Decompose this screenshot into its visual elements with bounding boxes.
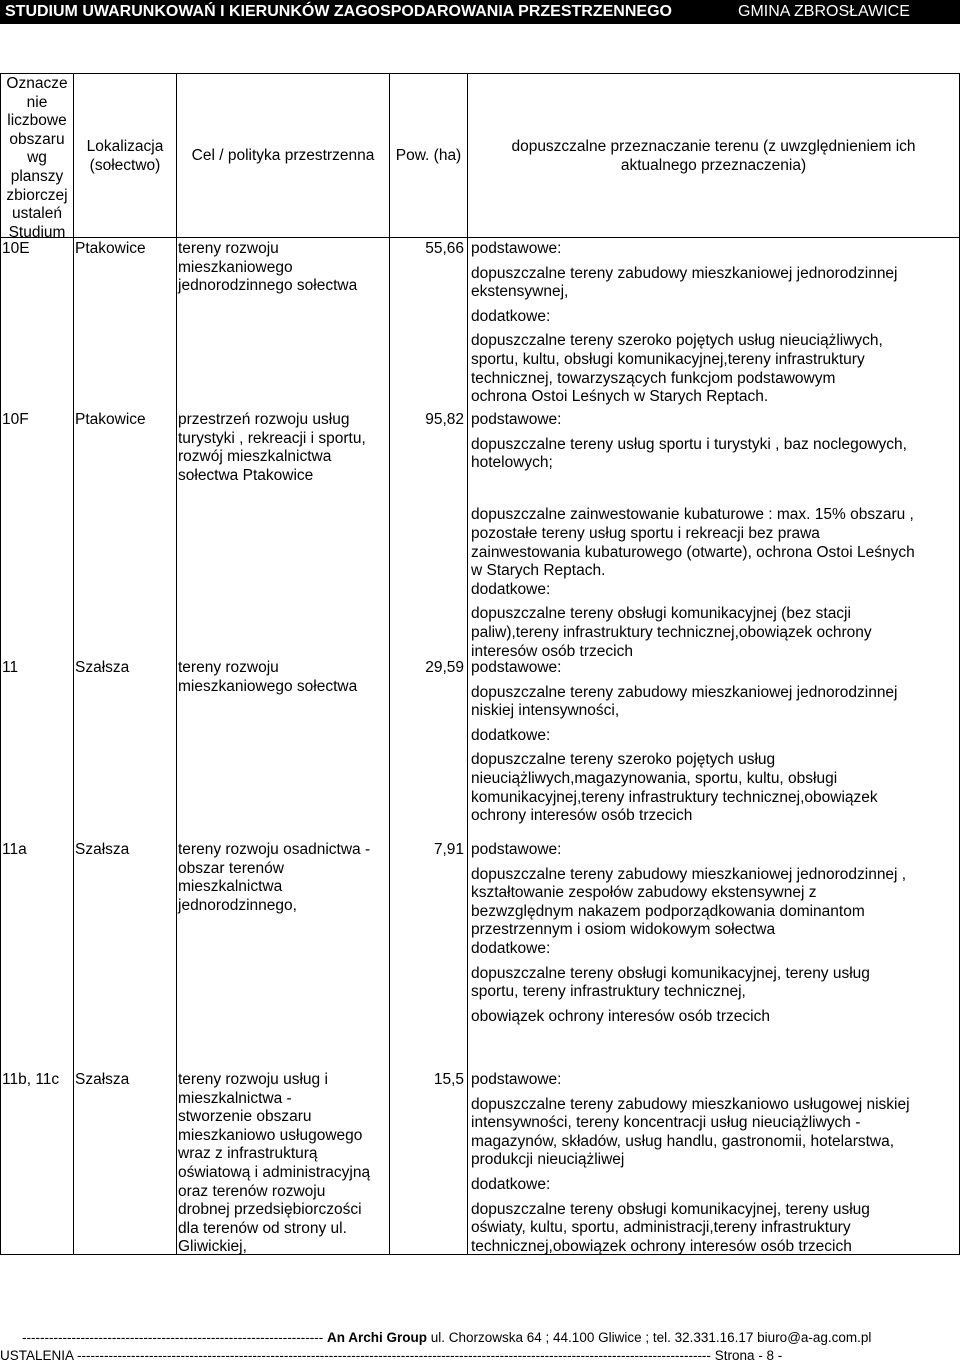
row-id: 10F [2,411,29,428]
row-desc: podstawowe: dopuszczalne tereny zabudowy mieszkaniowo usługowej niskiej intensywności, tereny koncentracji usług nieuciążliwych - magazynów, składów, usług handlu, gastronomii, hotelarstwa, produkcji nieuciążliwej dodatkowe: dopuszczalne tereny obsługi komunikacyjnej, tereny usług oświaty, kultu, sportu, administracji,tereny infrastruktury technicznej,obowiązek ochrony interesów osób trzecich [471,1071,910,1255]
row-id: 11 [2,659,19,676]
row-pow: 55,66 [425,240,464,257]
header-dopuszczalne: dopuszczalne przeznaczanie terenu (z uwzględnieniem ich aktualnego przeznaczenia) [511,138,916,174]
row-pow: 95,82 [425,411,464,428]
row-cel: tereny rozwoju osadnictwa - obszar terenów mieszkalnictwa jednorodzinnego, [178,841,371,914]
header-pow: Pow. (ha) [395,147,462,164]
table-top-border [0,73,960,74]
footer-address: ul. Chorzowska 64 ; 44.100 Gliwice ; tel. 32.331.16.17 biuro@a-ag.com.pl [426,1330,872,1345]
row-cel: tereny rozwoju mieszkaniowego jednorodzinnego sołectwa [178,240,358,295]
col-divider-2 [176,73,177,1255]
row-location: Ptakowice [75,411,146,428]
row-pow: 15,5 [433,1071,464,1088]
row-cel: tereny rozwoju usług i mieszkalnictwa - stworzenie obszaru mieszkaniowo usługowego wraz z infrastrukturą oświatową i administracyjną oraz terenów rozwoju drobnej przedsiębiorczości dla terenów od strony ul. Gliwickiej, [178,1071,371,1256]
row-desc: podstawowe: dopuszczalne tereny zabudowy mieszkaniowej jednorodzinnej ekstensywnej, dodatkowe: dopuszczalne tereny szeroko pojętych usług nieuciążliwych, sportu, kultu, obsługi komunikacyjnej,tereny infrastruktury technicznej, towarzyszących funkcjom podstawowym ochrona Ostoi Leśnych w Starych Reptach. [471,240,898,406]
page-number: Strona - 8 - [710,1348,783,1363]
footer-company: An Archi Group [326,1330,427,1345]
row-id: 11a [2,841,27,858]
header-lokalizacja: Lokalizacja (sołectwo) [86,138,164,174]
col-divider-4 [467,73,468,1255]
row-location: Szałsza [75,841,130,858]
row-desc: podstawowe: dopuszczalne tereny zabudowy mieszkaniowej jednorodzinnej , kształtowanie zespołów zabudowy ekstensywnej z bezwzględnym nakazem podporządkowania dominantom przestrzennym i osiom widokowym sołectwa dodatkowe: dopuszczalne tereny obsługi komunikacyjnej, tereny usług sportu, tereny infrastruktury technicznej, obowiązek ochrony interesów osób trzecich [471,841,907,1025]
row-pow: 7,91 [433,841,464,858]
row-desc: podstawowe: dopuszczalne tereny zabudowy mieszkaniowej jednorodzinnej niskiej intensywności, dodatkowe: dopuszczalne tereny szeroko pojętych usług nieuciążliwych,magazynowania, sportu, kultu, obsługi komunikacyjnej,tereny infrastruktury technicznej,obowiązek ochrony interesów osób trzecich [471,659,898,825]
header-cel: Cel / polityka przestrzenna [191,147,375,164]
row-location: Szałsza [75,1071,130,1088]
row-id: 10E [2,240,30,257]
row-location: Ptakowice [75,240,146,257]
row-pow: 29,59 [425,659,464,676]
col-divider-1 [73,73,74,1255]
header-bottom-border [0,237,960,238]
row-cel: przestrzeń rozwoju usług turystyki , rekreacji i sportu, rozwój mieszkalnictwa sołectwa Ptakowice [178,411,366,484]
document-title: STUDIUM UWARUNKOWAŃ I KIERUNKÓW ZAGOSPODAROWANIA PRZESTRZENNEGO [5,3,672,20]
header-oznaczenie: Oznacze nie liczbowe obszaru wg planszy zbiorczej ustaleń Studium [6,75,68,241]
row-cel: tereny rozwoju mieszkaniowego sołectwa [178,659,358,695]
table-left-border [0,73,1,1255]
row-location: Szałsza [75,659,130,676]
footer-dashes: ------------------------------------------------------------------- [22,1330,324,1345]
row-desc: podstawowe: dopuszczalne tereny usług sportu i turystyki , baz noclegowych, hotelowych; dopuszczalne zainwestowanie kubaturowe : max. 15% obszaru , pozostałe tereny usług sportu i rekreacji bez prawa zainwestowania kubaturowego (otwarte), ochrona Ostoi Leśnych w Starych Reptach. dodatkowe: dopuszczalne tereny obsługi komunikacyjnej (bez stacji paliw),tereny infrastruktury technicznej,obowiązek ochrony interesów osób trzecich [471,411,915,660]
footer-section: USTALENIA [0,1348,74,1363]
footer-dashes: --------------------------------------------------------------------------------------------------------------------------------------------- [77,1348,711,1363]
gmina-label: GMINA ZBROSŁAWICE [738,3,910,20]
footer-page-line [0,1348,782,1363]
footer-contact [22,1330,871,1345]
row-id: 11b, 11c [2,1071,60,1088]
